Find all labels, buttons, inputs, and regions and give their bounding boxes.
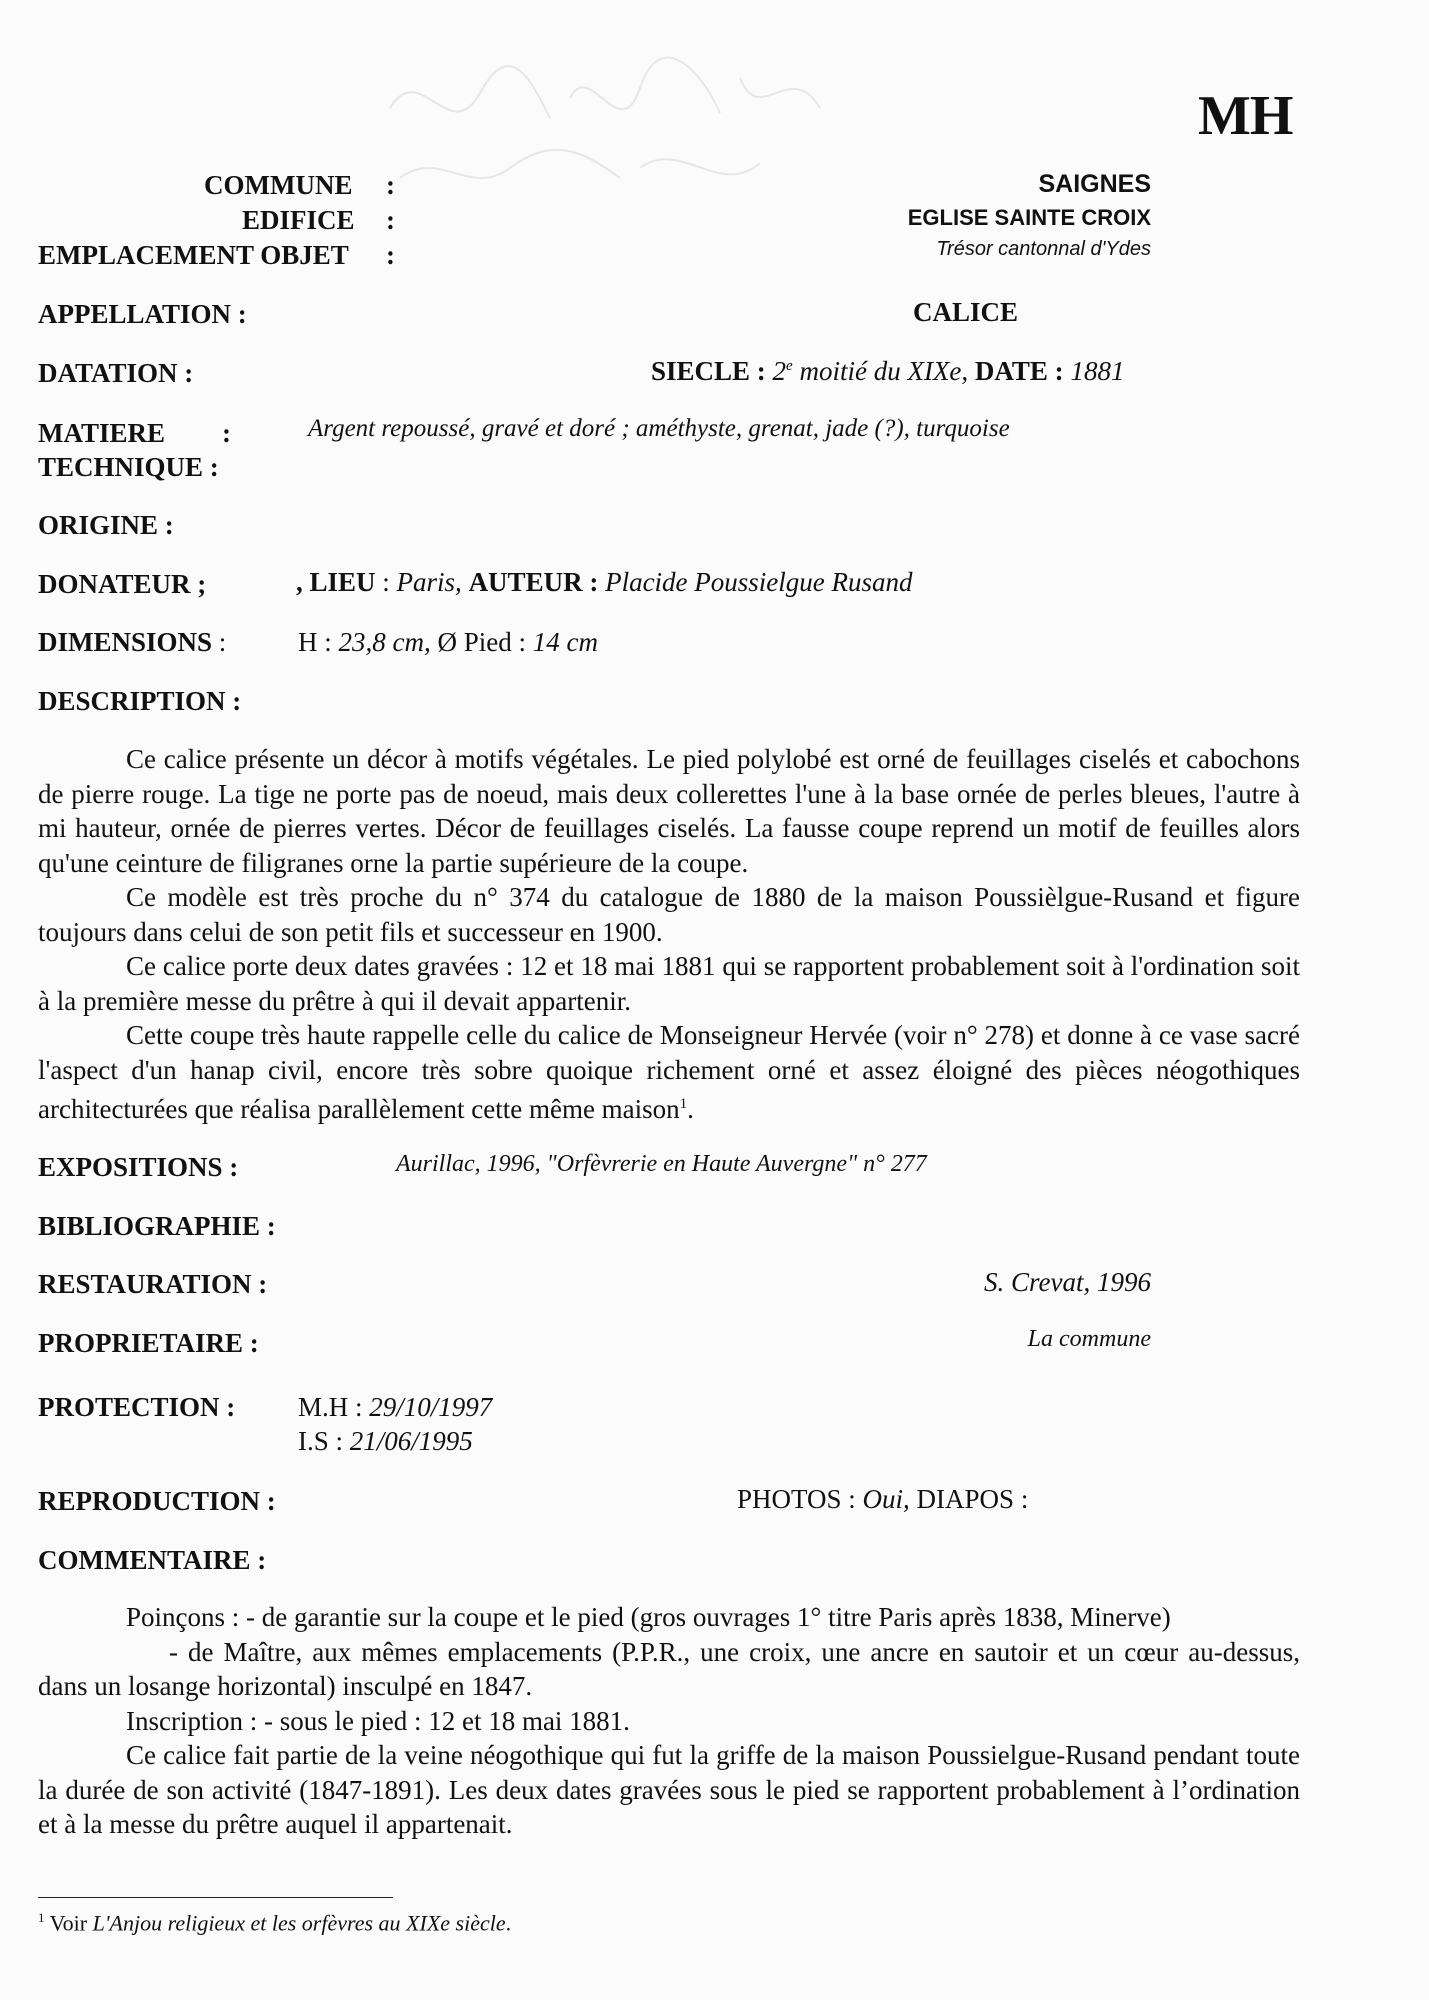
footnote-number: 1 xyxy=(38,1910,45,1925)
matiere-label: MATIERE xyxy=(38,418,166,448)
is-date: 21/06/1995 xyxy=(349,1426,473,1456)
dimensions-label-line xyxy=(38,627,226,658)
mh-date: 29/10/1997 xyxy=(369,1392,493,1422)
height-value: 23,8 cm, xyxy=(338,627,431,657)
commentaire-text xyxy=(38,1600,1300,1842)
lieu-label: , LIEU xyxy=(296,567,376,597)
footnote: $^1$ Voir L'Anjou religieux et les orfèvres au XIXe siècle. xyxy=(38,1910,512,1936)
commentaire-line: Poinçons : - de garantie sur la coupe et le pied (gros ouvrages 1° titre Paris après 1838, Minerve) xyxy=(126,1602,1171,1632)
emplacement-colon: : xyxy=(386,240,395,270)
photos-value: Oui, xyxy=(862,1484,910,1514)
proprietaire-value: La commune xyxy=(1027,1326,1151,1352)
commune-value: SAIGNES xyxy=(1038,170,1151,198)
description-paragraph: Cette coupe très haute rappelle celle du calice de Monseigneur Hervée (voir n° 278) et donne à ce vase sacré l'aspect d'un hanap civil, encore très sobre quoique richement orné et assez éloigné des pièces néogothiques architecturées que réalisa parallèlement cette même maison$^1$. xyxy=(38,1020,1300,1124)
restauration-label: RESTAURATION : xyxy=(38,1269,268,1299)
matiere-value: Argent repoussé, gravé et doré ; améthyste, grenat, jade (?), turquoise xyxy=(308,415,1010,442)
commentaire-line: Ce calice fait partie de la veine néogothique qui fut la griffe de la maison Poussielgue-Rusand pendant toute la durée de son activité (1847-1891). Les deux dates gravées sous le pied se rapportent probablement à l’ordination et à la messe du prêtre auquel il appartenait. xyxy=(38,1740,1300,1839)
siecle-label: SIECLE : xyxy=(651,356,766,386)
lieu-auteur-line: , LIEU : Paris, AUTEUR : Placide Poussielgue Rusand xyxy=(296,567,913,597)
is-protection: I.S : 21/06/1995 xyxy=(298,1426,473,1456)
footnote-title: L'Anjou religieux et les orfèvres au XIXe siècle xyxy=(92,1910,506,1936)
date-label: DATE : xyxy=(974,356,1064,386)
protection-label: PROTECTION : xyxy=(38,1392,236,1422)
mh-stamp: MH xyxy=(1198,85,1293,147)
datation-label: DATATION : xyxy=(38,358,194,388)
commentaire-line: Inscription : - sous le pied : 12 et 18 mai 1881. xyxy=(126,1705,630,1736)
dimensions-colon: : xyxy=(218,627,227,657)
siecle-line xyxy=(651,356,1124,387)
reproduction-label: REPRODUCTION : xyxy=(38,1486,276,1516)
edifice-value: EGLISE SAINTE CROIX xyxy=(907,205,1151,230)
photos-line: PHOTOS : Oui, DIAPOS : xyxy=(737,1484,1029,1514)
description-text xyxy=(38,742,1300,1127)
emplacement-label: EMPLACEMENT OBJET xyxy=(38,240,349,270)
commune-label: COMMUNE xyxy=(204,170,353,200)
expositions-value: Aurillac, 1996, "Orfèvrerie en Haute Auvergne" n° 277 xyxy=(396,1151,927,1177)
lieu-value: Paris, xyxy=(396,567,462,597)
description-label: DESCRIPTION : xyxy=(38,686,242,716)
bibliographie-label: BIBLIOGRAPHIE : xyxy=(38,1211,276,1241)
edifice-label: EDIFICE xyxy=(242,205,355,235)
date-value: 1881 xyxy=(1070,356,1125,386)
proprietaire-label: PROPRIETAIRE : xyxy=(38,1328,259,1358)
commune-colon: : xyxy=(386,170,395,200)
dimensions-value-line: H : 23,8 cm, Ø Pied : 14 cm xyxy=(298,627,598,657)
siecle-value: 2e moitié du XIXe, xyxy=(772,356,969,386)
appellation-value: CALICE xyxy=(913,297,1019,327)
description-paragraph: Ce calice porte deux dates gravées : 12 et 18 mai 1881 qui se rapportent probablement soit à l'ordination soit à la première messe du prêtre à qui il devait appartenir. xyxy=(38,951,1300,1016)
appellation-label: APPELLATION : xyxy=(38,299,247,329)
edifice-colon: : xyxy=(386,205,395,235)
origine-label: ORIGINE : xyxy=(38,510,174,540)
mh-protection: M.H : 29/10/1997 xyxy=(298,1392,493,1422)
expositions-label: EXPOSITIONS : xyxy=(38,1152,239,1182)
technique-label: TECHNIQUE : xyxy=(38,452,219,482)
description-paragraph: Ce modèle est très proche du n° 374 du catalogue de 1880 de la maison Poussièlgue-Rusand et figure toujours dans celui de son petit fils et successeur en 1900. xyxy=(38,882,1300,947)
pied-value: 14 cm xyxy=(532,627,598,657)
donateur-label: DONATEUR ; xyxy=(38,569,207,599)
footnote-ref[interactable]: 1 xyxy=(679,1096,688,1112)
matiere-colon: : xyxy=(222,418,231,448)
footnote-separator xyxy=(38,1897,393,1898)
description-paragraph: Ce calice présente un décor à motifs végétales. Le pied polylobé est orné de feuillages ciselés et cabochons de pierre rouge. La tige ne porte pas de noeud, mais deux collerettes l'une à la base ornée de perles bleues, l'autre à mi hauteur, ornée de pierres vertes. Décor de feuillages ciselés. La fausse coupe reprend un motif de feuilles alors qu'une ceinture de filigranes orne la partie supérieure de la coupe. xyxy=(38,744,1300,878)
bleed-through-handwriting xyxy=(380,38,860,208)
emplacement-value: Trésor cantonnal d'Ydes xyxy=(936,238,1151,260)
auteur-value: Placide Poussielgue Rusand xyxy=(605,567,913,597)
auteur-label: AUTEUR : xyxy=(468,567,599,597)
commentaire-label: COMMENTAIRE : xyxy=(38,1545,267,1575)
restauration-value: S. Crevat, 1996 xyxy=(984,1267,1151,1297)
dimensions-label: DIMENSIONS xyxy=(38,627,213,657)
commentaire-line: - de Maître, aux mêmes emplacements (P.P.R., une croix, une ancre en sautoir et un cœur au-dessus, dans un losange horizontal) insculpé en 1847. xyxy=(38,1636,1300,1701)
